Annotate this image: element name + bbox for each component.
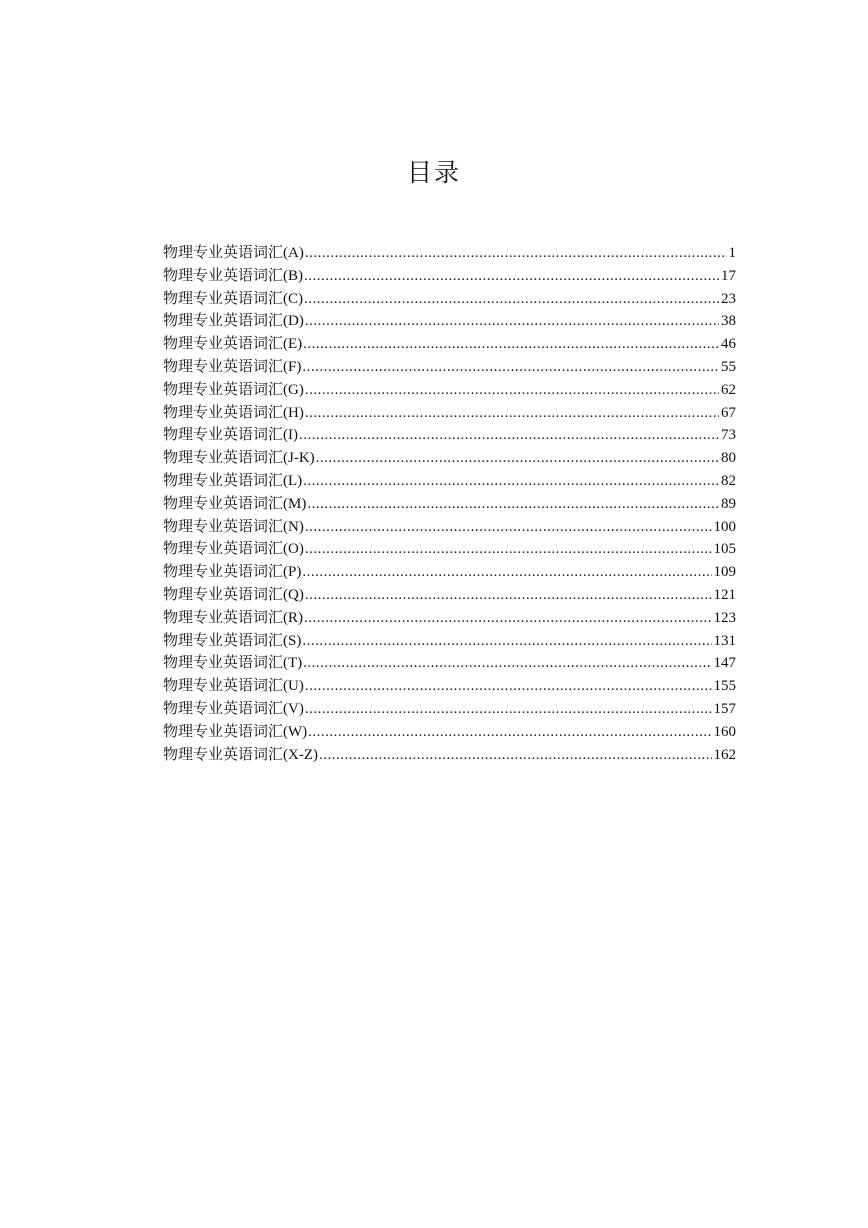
toc-dot-leader [316,447,719,470]
toc-entry[interactable] [163,265,736,288]
toc-page-number: 105 [713,541,736,558]
toc-dot-leader [303,470,719,493]
toc-entry[interactable] [163,447,736,470]
page-title: 目录 [406,158,461,187]
toc-entry-label: 物理专业英语词汇(L) [163,472,303,489]
toc-page-number: 80 [721,450,736,467]
toc-page-number: 121 [713,586,736,603]
toc-entry[interactable] [163,744,736,767]
toc-entry-label: 物理专业英语词汇(O) [163,541,304,558]
toc-page-number: 23 [721,290,736,307]
toc-page-number: 38 [721,313,736,330]
toc-entry-label: 物理专业英语词汇(N) [163,518,304,535]
toc-entry-label: 物理专业英语词汇(I) [163,427,298,444]
toc-page-number: 17 [721,267,736,284]
toc-dot-leader [305,675,712,698]
toc-page-number: 155 [713,678,736,695]
toc-entry[interactable] [163,538,736,561]
toc-page-number: 157 [713,700,736,717]
toc-page-number: 131 [713,632,736,649]
toc-page-number: 162 [713,746,736,763]
toc-entry[interactable] [163,333,736,356]
toc-dot-leader [299,424,719,447]
toc-entry-label: 物理专业英语词汇(J-K) [163,450,315,467]
toc-entry[interactable] [163,288,736,311]
toc-dot-leader [308,721,711,744]
toc-dot-leader [305,538,712,561]
toc-entry-label: 物理专业英语词汇(F) [163,358,302,375]
toc-entry-label: 物理专业英语词汇(X-Z) [163,746,318,763]
toc-entry[interactable] [163,424,736,447]
toc-entry-label: 物理专业英语词汇(G) [163,381,304,398]
toc-entry-label: 物理专业英语词汇(W) [163,723,308,740]
toc-entry-label: 物理专业英语词汇(E) [163,336,303,353]
toc-entry[interactable] [163,402,736,425]
toc-page-number: 62 [721,381,736,398]
toc-entry[interactable] [163,630,736,653]
toc-dot-leader [305,516,712,539]
toc-entry-label: 物理专业英语词汇(V) [163,700,304,717]
toc-page-number: 160 [713,723,736,740]
toc-dot-leader [305,379,719,402]
toc-dot-leader [302,561,711,584]
toc-entry[interactable] [163,242,736,265]
toc-dot-leader [305,584,712,607]
table-of-contents [163,242,736,766]
toc-entry[interactable] [163,310,736,333]
toc-page-number: 123 [713,609,736,626]
toc-entry[interactable] [163,493,736,516]
toc-entry-label: 物理专业英语词汇(Q) [163,586,304,603]
toc-entry-label: 物理专业英语词汇(P) [163,564,302,581]
toc-page-number: 1 [728,245,736,261]
toc-entry-label: 物理专业英语词汇(D) [163,313,304,330]
toc-entry-label: 物理专业英语词汇(T) [163,655,303,672]
toc-entry[interactable] [163,675,736,698]
toc-dot-leader [305,310,719,333]
toc-dot-leader [305,698,712,721]
toc-page-number: 67 [721,404,736,421]
toc-entry[interactable] [163,379,736,402]
toc-entry[interactable] [163,721,736,744]
toc-entry[interactable] [163,516,736,539]
toc-page-number: 147 [713,655,736,672]
toc-entry-label: 物理专业英语词汇(B) [163,267,303,284]
toc-dot-leader [305,402,719,425]
toc-entry-label: 物理专业英语词汇(U) [163,678,304,695]
toc-entry-label: 物理专业英语词汇(H) [163,404,304,421]
toc-page-number: 55 [721,358,736,375]
toc-entry[interactable] [163,652,736,675]
toc-entry[interactable] [163,607,736,630]
toc-entry-label: 物理专业英语词汇(R) [163,609,303,626]
toc-dot-leader [302,356,719,379]
toc-dot-leader [305,242,727,265]
toc-entry-label: 物理专业英语词汇(A) [163,245,304,261]
toc-entry[interactable] [163,698,736,721]
toc-entry[interactable] [163,356,736,379]
toc-entry[interactable] [163,470,736,493]
toc-page-number: 73 [721,427,736,444]
toc-entry[interactable] [163,584,736,607]
toc-dot-leader [304,265,719,288]
toc-dot-leader [303,333,719,356]
toc-page-number: 109 [713,564,736,581]
toc-dot-leader [302,630,711,653]
toc-page-number: 82 [721,472,736,489]
toc-entry-label: 物理专业英语词汇(M) [163,495,307,512]
toc-dot-leader [304,288,719,311]
toc-entry[interactable] [163,561,736,584]
toc-dot-leader [307,493,719,516]
toc-dot-leader [319,744,712,767]
toc-entry-label: 物理专业英语词汇(S) [163,632,302,649]
toc-page-number: 46 [721,336,736,353]
toc-page-number: 100 [713,518,736,535]
toc-dot-leader [304,607,712,630]
toc-page-number: 89 [721,495,736,512]
toc-entry-label: 物理专业英语词汇(C) [163,290,303,307]
toc-dot-leader [303,652,711,675]
